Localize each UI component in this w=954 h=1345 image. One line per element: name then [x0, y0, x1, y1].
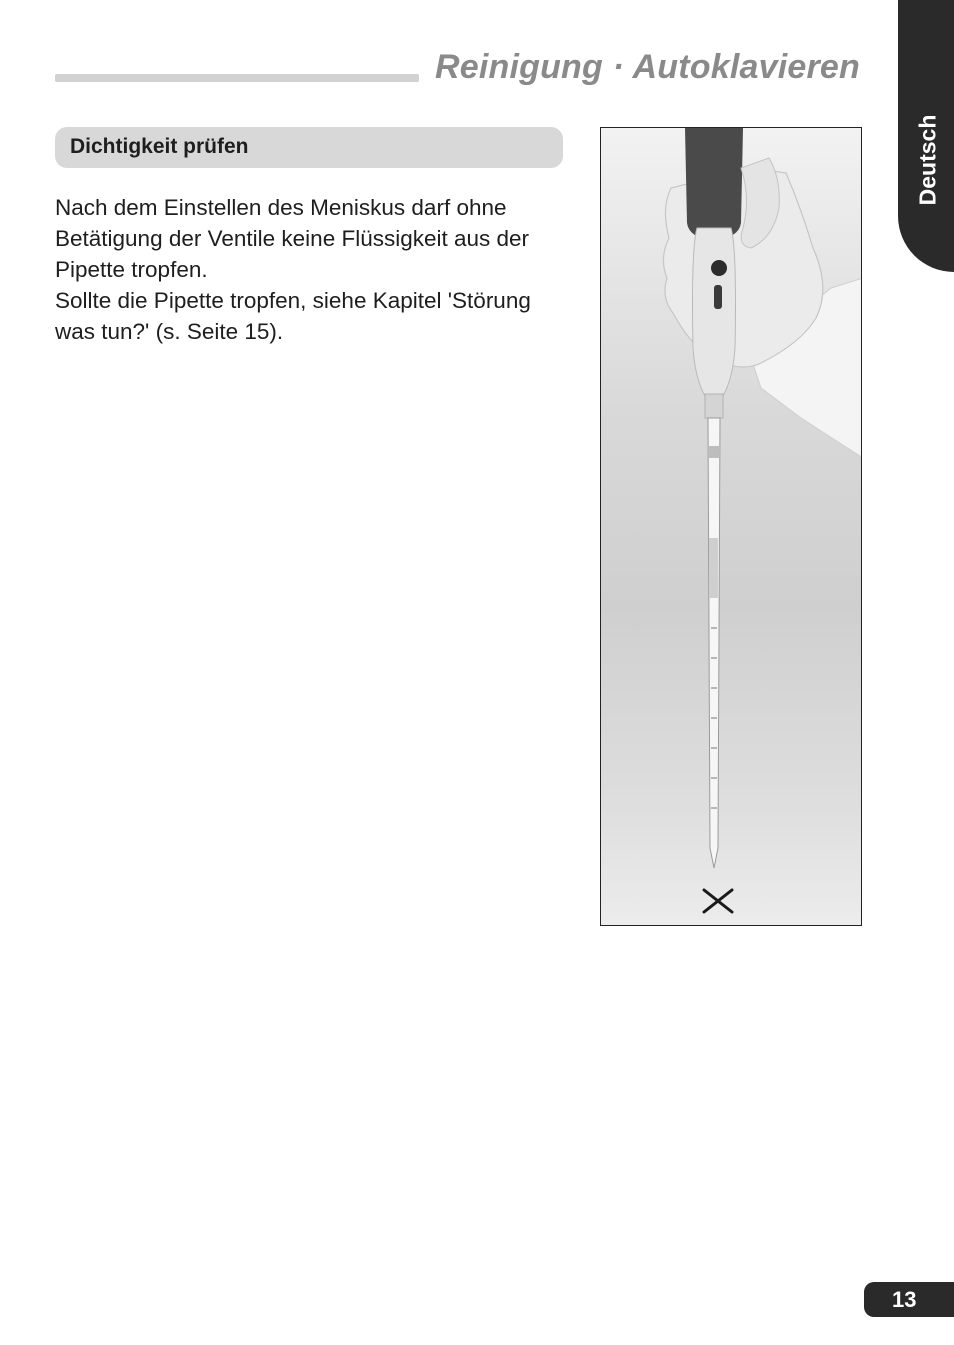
page-number: 13: [892, 1287, 917, 1312]
pipette-button-shape: [711, 260, 727, 276]
language-tab-label: Deutsch: [914, 114, 941, 206]
paragraph-2: Sollte die Pipette tropfen, siehe Kapitel 'Störung was tun?' (s. Seite 15).: [55, 288, 531, 344]
nosepiece-shape: [705, 394, 723, 418]
paragraph-1: Nach dem Einstellen des Meniskus darf ohne Betätigung der Ventile keine Flüssigkeit aus der Pipette tropfen.: [55, 195, 530, 282]
page-number-badge: [864, 1282, 954, 1317]
pipette-grip-shape: [685, 128, 743, 240]
header-rule: [55, 74, 419, 82]
pipette-label-shape: [709, 538, 718, 598]
section-heading: Dichtigkeit prüfen: [70, 135, 249, 158]
page-header-title: Reinigung · Autoklavieren: [434, 48, 860, 86]
pipette-switch-shape: [714, 285, 722, 309]
language-tab: [898, 0, 954, 272]
pipette-photo: [600, 127, 862, 926]
cross-icon: [704, 890, 732, 912]
pipette-body-shape: [693, 228, 736, 396]
pipette-band-shape: [709, 446, 719, 458]
glass-pipette-shape: [708, 418, 720, 868]
pipette-illustration: [601, 128, 862, 926]
body-text: [55, 192, 565, 347]
section-heading-bar: [55, 127, 563, 168]
